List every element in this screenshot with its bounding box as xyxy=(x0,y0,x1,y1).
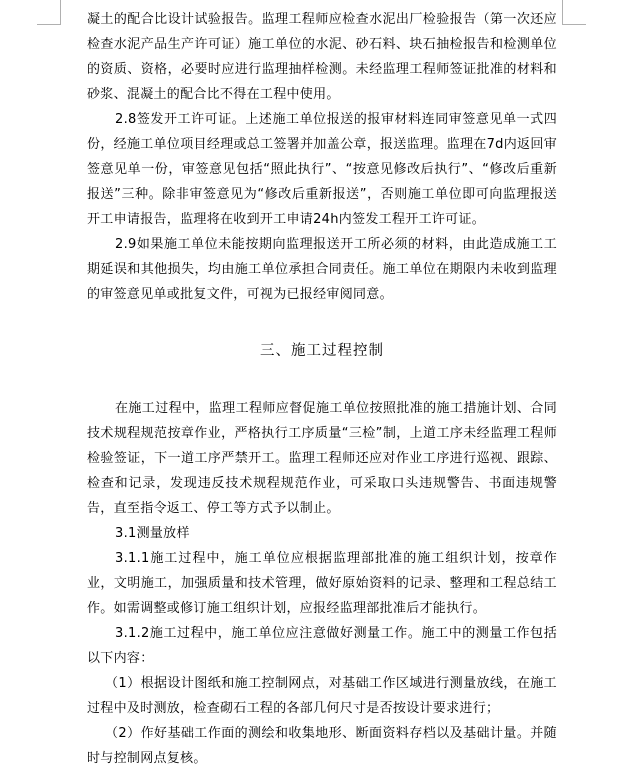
list-item-2: （2）作好基础工作面的测绘和收集地形、断面资料存档以及基础计量。并随时与控制网点复核。 xyxy=(87,726,557,766)
paragraph-2-9: 2.9如果施工单位未能按期向监理报送开工所必须的材料，由此造成施工工期延误和其他损失，均由施工单位承担合同责任。施工单位在期限内未收到监理的审签意见单或批复文件，可视为已报经审阅同意。 xyxy=(87,237,557,302)
paragraph-3-1-1: 3.1.1施工过程中，施工单位应根据监理部批准的施工组织计划，按章作业，文明施工，加强质量和技术管理，做好原始资料的记录、整理和工程总结工作。如需调整或修订施工组织计划，应报经监理部批准后才能执行。 xyxy=(87,551,557,616)
paragraph-3-1: 3.1测量放样 xyxy=(115,526,190,541)
crop-mark-right xyxy=(562,0,563,24)
document-body xyxy=(87,7,557,771)
crop-mark-right-h xyxy=(562,24,586,25)
paragraph-3-1-2: 3.1.2施工过程中，施工单位应注意做好测量工作。施工中的测量工作包括以下内容： xyxy=(87,626,557,666)
section-heading: 三、施工过程控制 xyxy=(260,343,384,359)
paragraph-continued: 凝土的配合比设计试验报告。监理工程师应检查水泥出厂检验报告（第一次还应检查水泥产品生产许可证）施工单位的水泥、砂石料、块石抽检报告和检测单位的资质、资格，必要时应进行监理抽样检测。未经监理工程师签证批准的材料和砂浆、混凝土的配合比不得在工程中使用。 xyxy=(87,12,557,102)
paragraph-2-8: 2.8签发开工许可证。上述施工单位报送的报审材料连同审签意见单一式四份，经施工单位项目经理或总工签署并加盖公章，报送监理。监理在7d内返回审签意见单一份，审签意见包括“照此执行”、“按意见修改后执行”、“修改后重新报送”三种。除非审签意见为“修改后重新报送”，否则施工单位即可向监理报送开工申请报告，监理将在收到开工申请24h内签发工程开工许可证。 xyxy=(87,112,557,227)
crop-mark-left-h xyxy=(37,24,61,25)
crop-mark-left xyxy=(60,0,61,24)
paragraph-intro: 在施工过程中，监理工程师应督促施工单位按照批准的施工措施计划、合同技术规程规范按章作业，严格执行工序质量“三检”制，上道工序未经监理工程师检验签证，下一道工序严禁开工。监理工程师还应对作业工序进行巡视、跟踪、检查和记录，发现违反技术规程规范作业，可采取口头违规警告、书面违规警告，直至指令返工、停工等方式予以制止。 xyxy=(87,401,557,516)
list-item-1: （1）根据设计图纸和施工控制网点，对基础工作区域进行测量放线，在施工过程中及时测放，检查砌石工程的各部几何尺寸是否按设计要求进行； xyxy=(87,676,557,716)
